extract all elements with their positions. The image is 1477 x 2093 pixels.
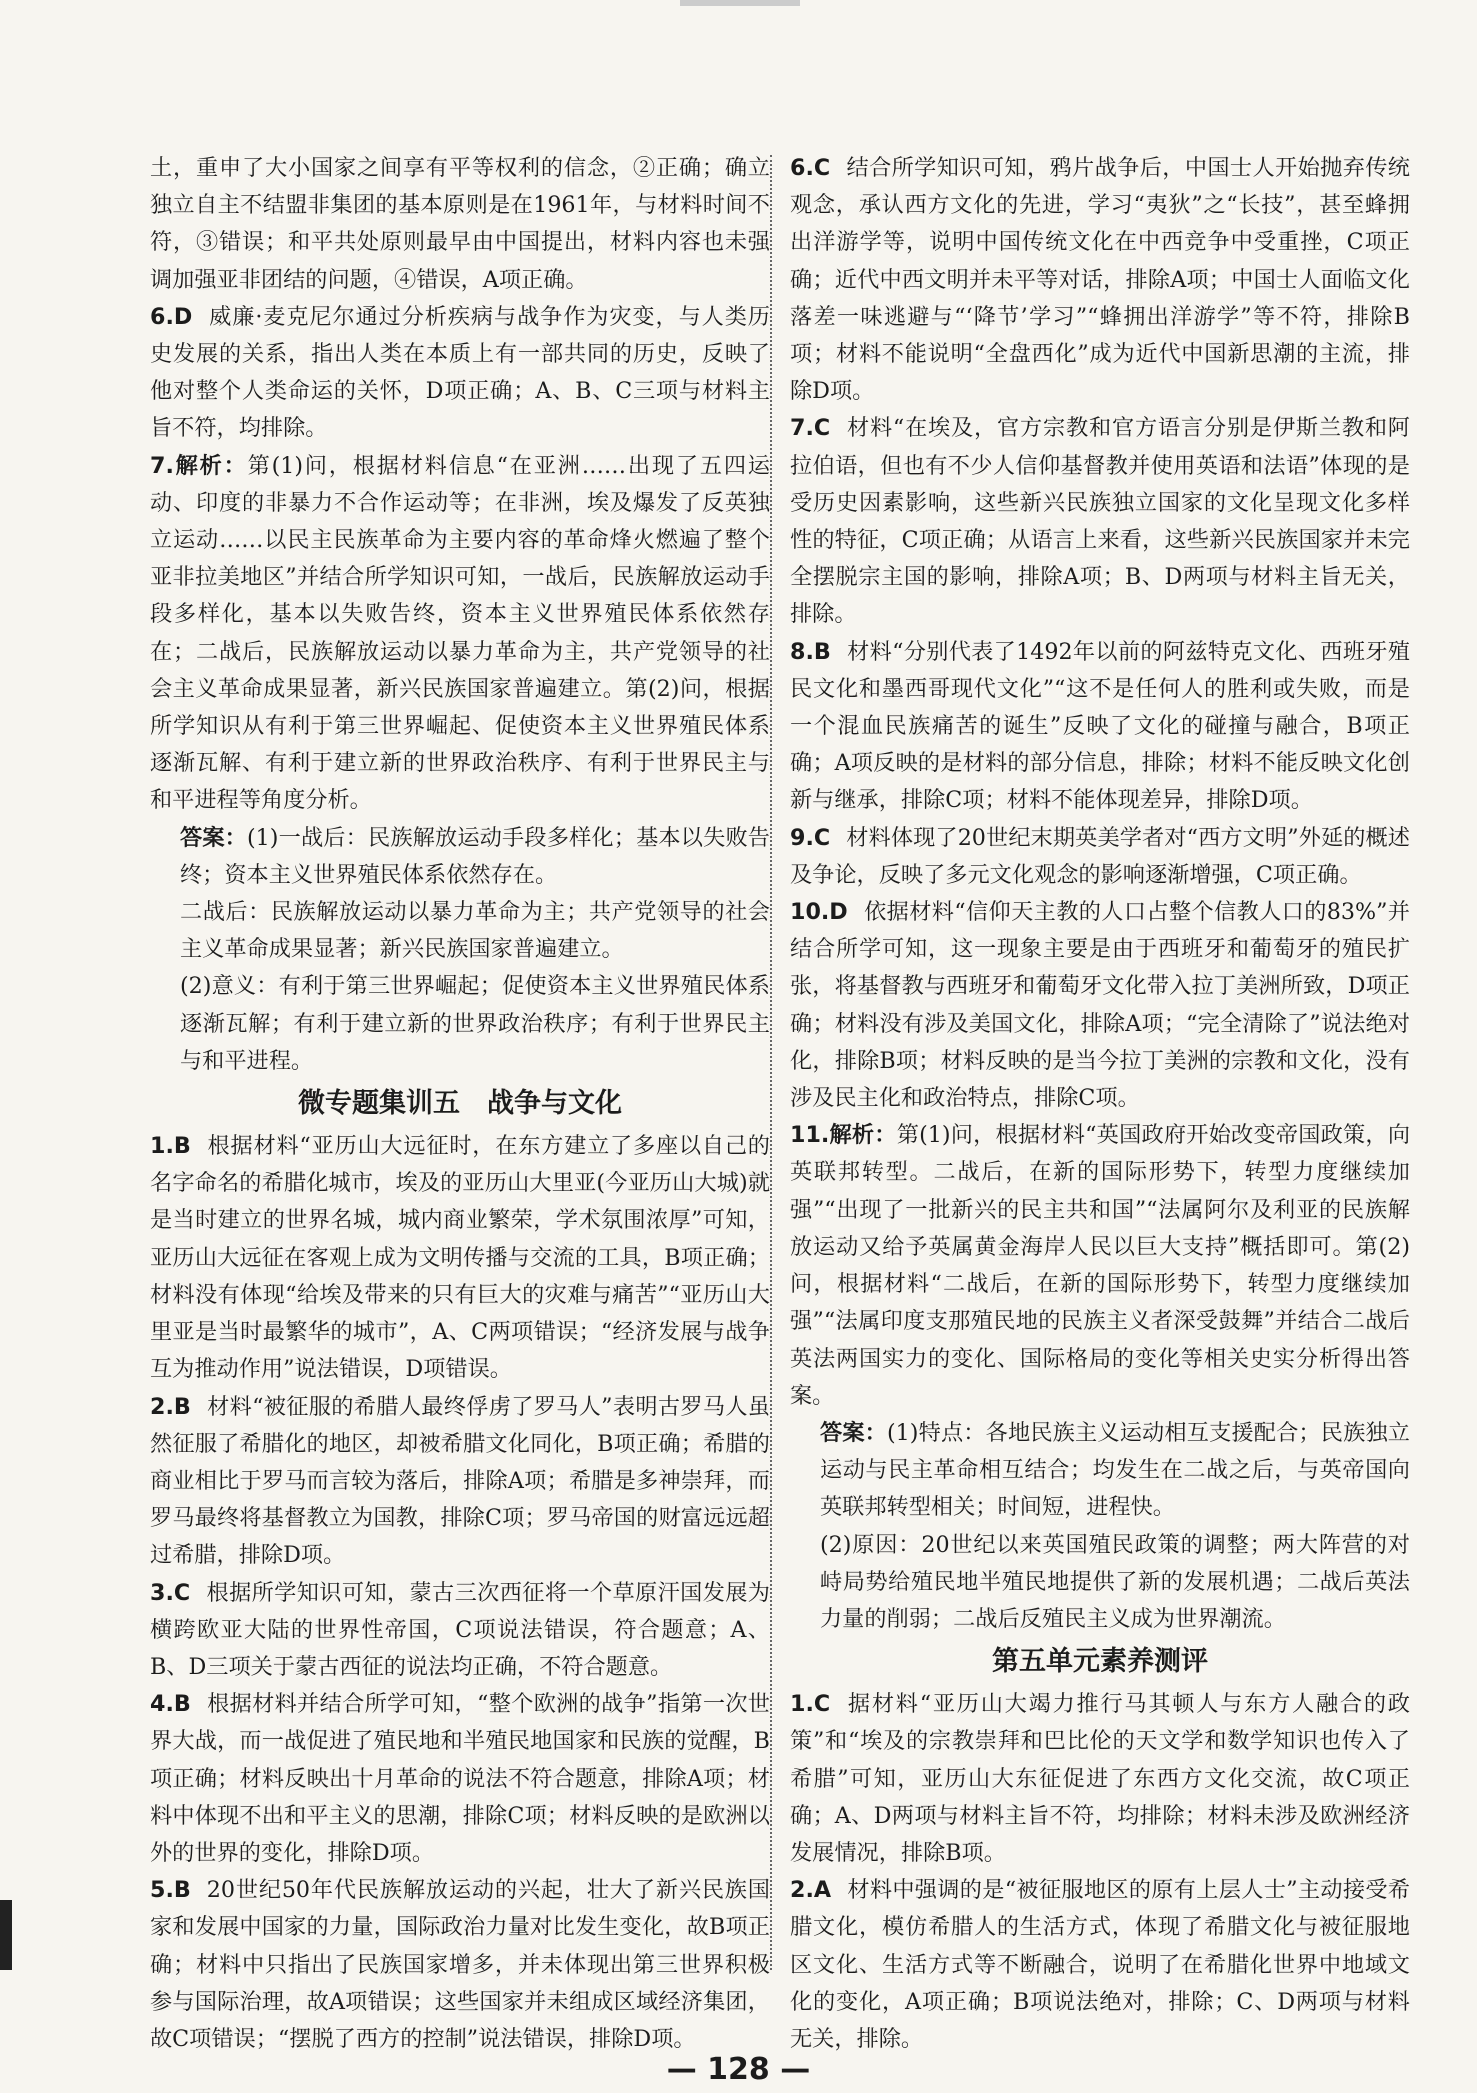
item-text: 威廉·麦克尼尔通过分析疾病与战争作为灾变，与人类历史发展的关系，指出人类在本质上有一部共同的历史，反映了他对整个人类命运的关怀，D项正确；A、B、C三项与材料主旨不符，均排除。 [150, 303, 770, 442]
question-number: 10.D [790, 899, 848, 926]
question-number: 7.C [790, 415, 831, 442]
column-divider [770, 155, 772, 1970]
question-item [790, 410, 1410, 633]
question-number: 8.B [790, 638, 831, 665]
keyword-label: 答案： [180, 824, 248, 851]
item-text: (2)原因：20世纪以来英国殖民政策的调整；两大阵营的对峙局势给殖民地半殖民地提供了新的发展机遇；二战后英法力量的削弱；二战后反殖民主义成为世界潮流。 [820, 1531, 1410, 1632]
question-item [790, 634, 1410, 820]
answer-line [150, 820, 770, 894]
question-item [150, 1389, 770, 1575]
question-item [150, 1872, 770, 2058]
item-text: 结合所学知识可知，鸦片战争后，中国士人开始抛弃传统观念，承认西方文化的先进，学习“夷狄”之“长技”，甚至蜂拥出洋游学等，说明中国传统文化在中西竞争中受重挫，C项正确；近代中西文明并未平等对话，排除A项；中国士人面临文化落差一味逃避与“‘降节’学习”“蜂拥出洋游学”等不符，排除B项；材料不能说明“全盘西化”成为近代中国新思潮的主流，排除D项。 [790, 155, 1410, 405]
question-item [150, 299, 770, 448]
page-number: — 128 — [666, 2052, 811, 2087]
left-column [150, 150, 770, 2058]
item-text: 根据材料“亚历山大远征时，在东方建立了多座以自己的名字命名的希腊化城市，埃及的亚历山大里亚(今亚历山大城)就是当时建立的世界名城，城内商业繁荣，学术氛围浓厚”可知，亚历山大远征在客观上成为文明传播与交流的工具，B项正确；材料没有体现“给埃及带来的只有巨大的灾难与痛苦”“亚历山大里亚是当时最繁华的城市”，A、C两项错误；“经济发展与战争互为推动作用”说法错误，D项错误。 [150, 1133, 770, 1383]
question-item [150, 1575, 770, 1687]
question-number: 9.C [790, 824, 831, 851]
item-text: 二战后：民族解放运动以暴力革命为主；共产党领导的社会主义革命成果显著；新兴民族国家普遍建立。 [180, 899, 770, 963]
answer-line [790, 1527, 1410, 1639]
section-title: 第五单元素养测评 [992, 1646, 1208, 1678]
right-column [790, 150, 1410, 2058]
answer-line [790, 1415, 1410, 1527]
question-number: 7. [150, 452, 174, 479]
keyword-label: 答案： [820, 1419, 888, 1446]
item-text: (1)一战后：民族解放运动手段多样化；基本以失败告终；资本主义世界殖民体系依然存在。 [180, 824, 770, 888]
item-text: 根据所学知识可知，蒙古三次西征将一个草原汗国发展为横跨欧亚大陆的世界性帝国，C项说法错误，符合题意；A、B、D三项关于蒙古西征的说法均正确，不符合题意。 [150, 1579, 770, 1680]
item-text: 材料中强调的是“被征服地区的原有上层人士”主动接受希腊文化，模仿希腊人的生活方式，体现了希腊文化与被征服地区文化、生活方式等不断融合，说明了在希腊化世界中地域文化的变化，A项正确；B项说法绝对，排除；C、D两项与材料无关，排除。 [790, 1877, 1410, 2052]
question-number: 5.B [150, 1877, 191, 1904]
question-number: 1.C [790, 1691, 831, 1718]
answer-line [150, 968, 770, 1080]
keyword-label: 解析： [829, 1122, 897, 1149]
item-text: 土，重申了大小国家之间享有平等权利的信念，②正确；确立独立自主不结盟非集团的基本原则是在1961年，与材料时间不符，③错误；和平共处原则最早由中国提出，材料内容也未强调加强亚非团结的问题，④错误，A项正确。 [150, 155, 770, 293]
answer-line [150, 894, 770, 968]
question-item [150, 1686, 770, 1872]
question-number: 1.B [150, 1133, 191, 1160]
item-text: 材料“在埃及，官方宗教和官方语言分别是伊斯兰教和阿拉伯语，但也有不少人信仰基督教并使用英语和法语”体现的是受历史因素影响，这些新兴民族独立国家的文化呈现文化多样性的特征，C项正确；从语言上来看，这些新兴民族国家并未完全摆脱宗主国的影响，排除A项；B、D两项与材料主旨无关，排除。 [790, 415, 1410, 628]
question-number: 6.C [790, 155, 831, 181]
question-item [150, 448, 770, 820]
keyword-label: 解析： [173, 452, 248, 479]
item-text: (2)意义：有利于第三世界崛起；促使资本主义世界殖民体系逐渐瓦解；有利于建立新的世界政治秩序；有利于世界民主与和平进程。 [180, 973, 770, 1074]
item-text: 材料“分别代表了1492年以前的阿兹特克文化、西班牙殖民文化和墨西哥现代文化”“这不是任何人的胜利或失败，而是一个混血民族痛苦的诞生”反映了文化的碰撞与融合，B项正确；A项反映的是材料的部分信息，排除；材料不能反映文化创新与继承，排除C项；材料不能体现差异，排除D项。 [790, 638, 1410, 814]
scan-mark [680, 0, 800, 6]
item-text: 据材料“亚历山大竭力推行马其顿人与东方人融合的政策”和“埃及的宗教崇拜和巴比伦的天文学和数学知识也传入了希腊”可知，亚历山大东征促进了东西方文化交流，故C项正确；A、D两项与材料主旨不符，均排除；材料未涉及欧洲经济发展情况，排除B项。 [790, 1691, 1410, 1866]
item-text: 第(1)问，根据材料“英国政府开始改变帝国政策，向英联邦转型。二战后，在新的国际形势下，转型力度继续加强”“出现了一批新兴的民主共和国”“法属阿尔及利亚的民族解放运动又给予英属黄金海岸人民以巨大支持”概括即可。第(2)问，根据材料“二战后，在新的国际形势下，转型力度继续加强”“法属印度支那殖民地的民族主义者深受鼓舞”并结合二战后英法两国实力的变化、国际格局的变化等相关史实分析得出答案。 [790, 1122, 1411, 1409]
question-item [150, 150, 770, 299]
question-item [790, 1117, 1410, 1415]
scan-mark-side [0, 1900, 12, 1970]
item-text: 依据材料“信仰天主教的人口占整个信教人口的83%”并结合所学可知，这一现象主要是由于西班牙和葡萄牙的殖民扩张，将基督教与西班牙和葡萄牙文化带入拉丁美洲所致，D项正确；材料没有涉及美国文化，排除A项；“完全清除了”说法绝对化，排除B项；材料反映的是当今拉丁美洲的宗教和文化，没有涉及民主化和政治特点，排除C项。 [790, 899, 1410, 1112]
question-number: 6.D [150, 303, 193, 330]
question-number: 4.B [150, 1691, 191, 1718]
question-item [790, 820, 1410, 894]
item-text: 20世纪50年代民族解放运动的兴起，壮大了新兴民族国家和发展中国家的力量，国际政治力量对比发生变化，故B项正确；材料中只指出了民族国家增多，并未体现出第三世界积极参与国际治理，故A项错误；这些国家并未组成区域经济集团，故C项错误；“摆脱了西方的控制”说法错误，排除D项。 [150, 1877, 770, 2052]
item-text: (1)特点：各地民族主义运动相互支援配合；民族独立运动与民主革命相互结合；均发生在二战之后，与英帝国向英联邦转型相关；时间短，进程快。 [820, 1419, 1410, 1521]
item-text: 材料体现了20世纪末期英美学者对“西方文明”外延的概述及争论，反映了多元文化观念的影响逐渐增强，C项正确。 [790, 824, 1410, 888]
question-number: 3.C [150, 1579, 191, 1606]
item-text: 根据材料并结合所学可知，“整个欧洲的战争”指第一次世界大战，而一战促进了殖民地和半殖民地国家和民族的觉醒，B项正确；材料反映出十月革命的说法不符合题意，排除A项；材料中体现不出和平主义的思潮，排除C项；材料反映的是欧洲以外的世界的变化，排除D项。 [150, 1691, 770, 1866]
item-text: 材料“被征服的希腊人最终俘虏了罗马人”表明古罗马人虽然征服了希腊化的地区，却被希腊文化同化，B项正确；希腊的商业相比于罗马而言较为落后，排除A项；希腊是多神崇拜，而罗马最终将基督教立为国教，排除C项；罗马帝国的财富远远超过希腊，排除D项。 [150, 1393, 770, 1569]
question-number: 11. [790, 1122, 830, 1149]
section-title: 微专题集训五 战争与文化 [298, 1088, 622, 1120]
question-item [790, 1686, 1410, 1872]
question-item [150, 1128, 770, 1388]
question-item [790, 1872, 1410, 2058]
item-text: 第(1)问，根据材料信息“在亚洲……出现了五四运动、印度的非暴力不合作运动等；在非洲，埃及爆发了反英独立运动……以民主民族革命为主要内容的革命烽火燃遍了整个亚非拉美地区”并结合所学知识可知，一战后，民族解放运动手段多样化，基本以失败告终，资本主义世界殖民体系依然存在；二战后，民族解放运动以暴力革命为主，共产党领导的社会主义革命成果显著，新兴民族国家普遍建立。第(2)问，根据所学知识从有利于第三世界崛起、促使资本主义世界殖民体系逐渐瓦解、有利于建立新的世界政治秩序、有利于世界民主与和平进程等角度分析。 [150, 452, 770, 814]
question-number: 2.A [790, 1877, 832, 1904]
question-item [790, 894, 1410, 1117]
question-number: 2.B [150, 1393, 191, 1420]
question-item [790, 150, 1410, 410]
